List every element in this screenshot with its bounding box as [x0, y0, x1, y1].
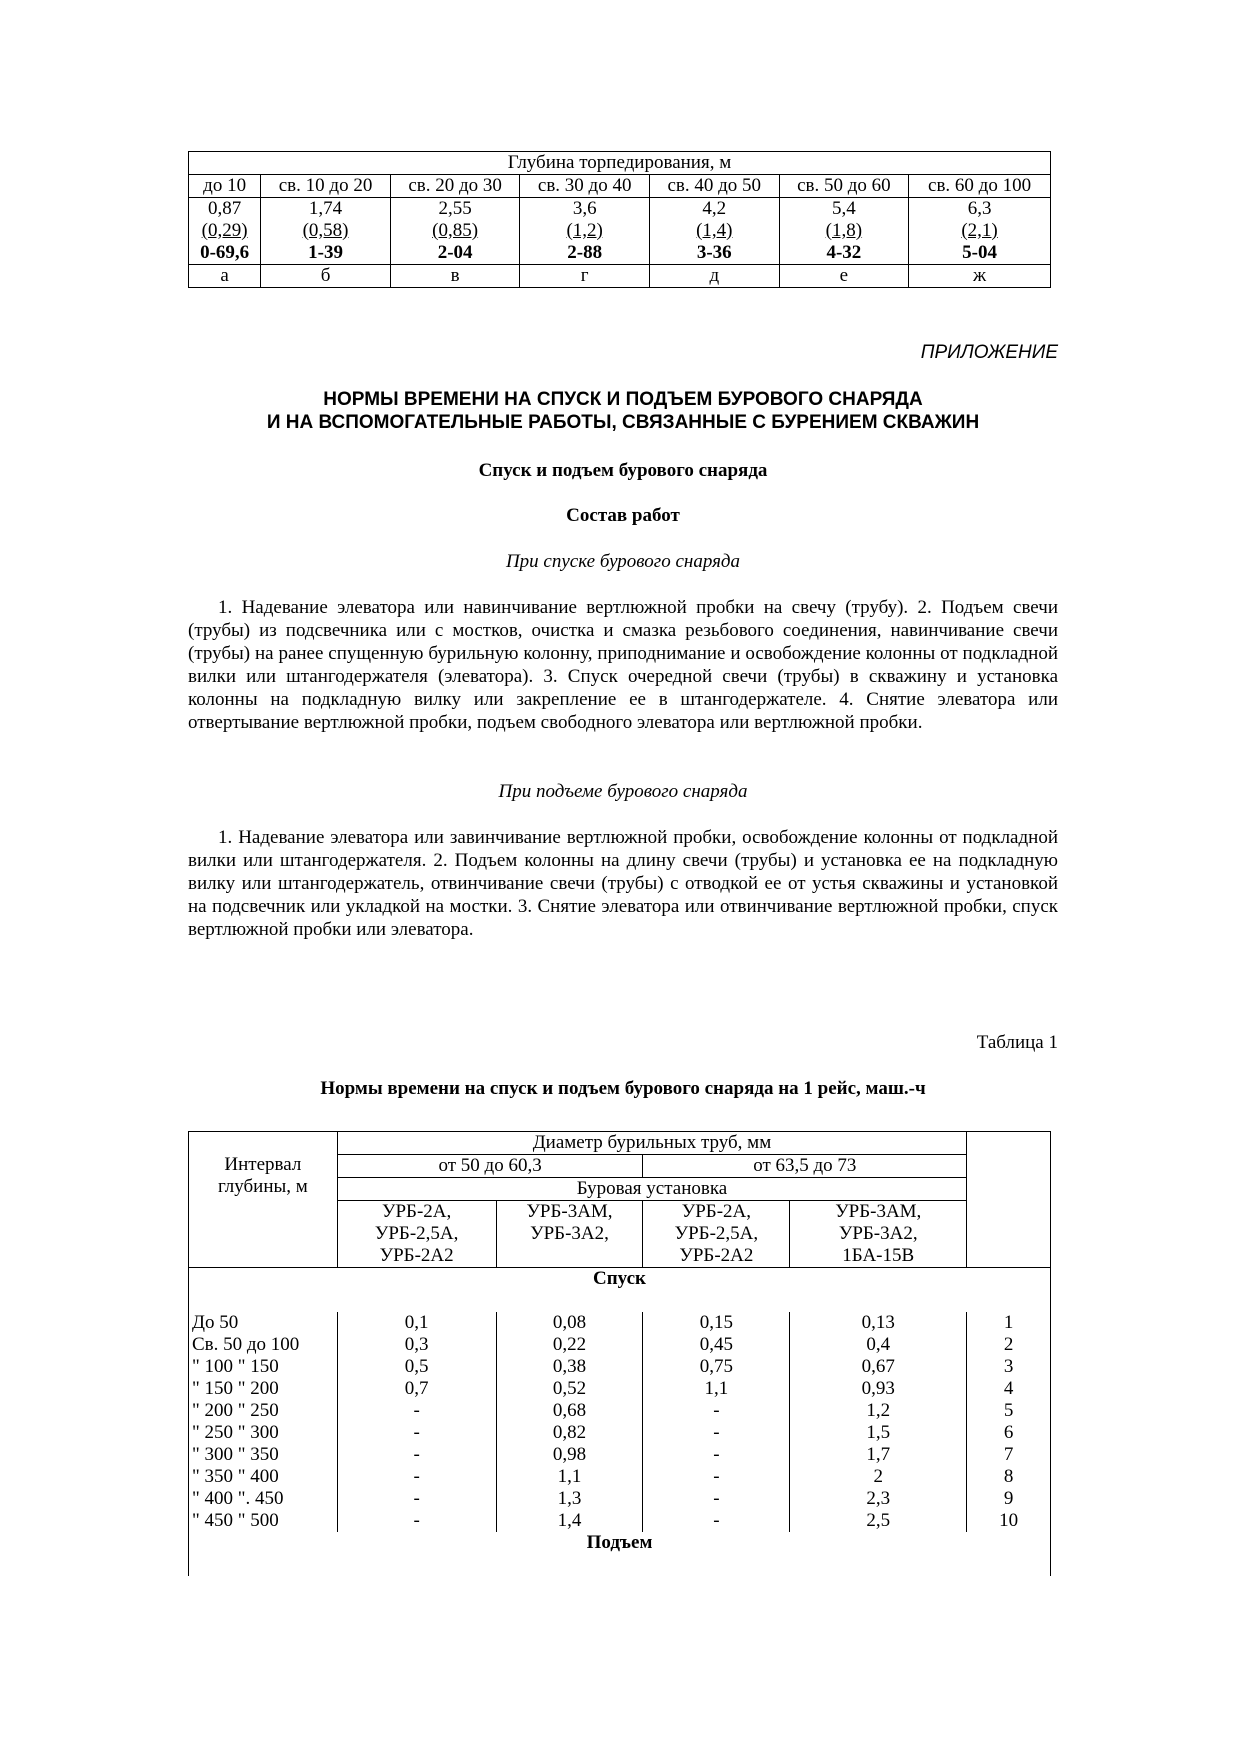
value-cell: [261, 198, 391, 265]
table-cell: " 400 ". 450: [192, 1488, 284, 1509]
value: 3,6: [572, 198, 597, 219]
diameter-group-1: от 50 до 60,3: [337, 1155, 643, 1178]
table-cell: 5: [1003, 1400, 1014, 1421]
col2-cells: [496, 1312, 643, 1532]
table-cell: " 450 " 500: [192, 1510, 279, 1531]
table-cell: 1,2: [866, 1400, 891, 1421]
time-norms-table: [188, 1131, 1051, 1576]
value-paren: (1,4): [696, 220, 733, 241]
column-header: св. 40 до 50: [649, 175, 779, 198]
table-cell: 0,15: [699, 1312, 734, 1333]
col4-cells: [790, 1312, 967, 1532]
table-cell: 0,08: [552, 1312, 587, 1333]
table-cell: Св. 50 до 100: [192, 1334, 300, 1355]
value-paren: (0,58): [302, 220, 349, 241]
value-bold: 2-88: [567, 242, 603, 263]
row-number-cells: [967, 1312, 1051, 1532]
table-row: [189, 175, 1051, 198]
table-cell: 0,3: [404, 1334, 429, 1355]
table-cell: -: [413, 1466, 420, 1487]
value: 6,3: [967, 198, 992, 219]
letter-cell: а: [189, 265, 261, 288]
table-cell: -: [413, 1510, 420, 1531]
table-cell: -: [713, 1400, 720, 1421]
table-cell: -: [413, 1444, 420, 1465]
section-ascent: Подъем: [189, 1532, 1051, 1576]
ascent-heading: При подъеме бурового снаряда: [498, 781, 748, 802]
value-bold: 1-39: [308, 242, 343, 263]
letter-cell: г: [520, 265, 650, 288]
value-bold: 2-04: [437, 242, 473, 263]
table-cell: " 300 " 350: [192, 1444, 279, 1465]
value-cell: [909, 198, 1051, 265]
table-cell: " 250 " 300: [192, 1422, 279, 1443]
value-cell: [390, 198, 520, 265]
table-cell: -: [413, 1422, 420, 1443]
table-cell: 2: [873, 1466, 883, 1487]
section-title: Спуск и подъем бурового снаряда: [478, 460, 768, 481]
table-cell: 0,1: [404, 1312, 429, 1333]
table-cell: 0,13: [861, 1312, 895, 1333]
table-cell: 0,38: [552, 1356, 587, 1377]
column-header: св. 30 до 40: [520, 175, 650, 198]
table-cell: 4: [1003, 1378, 1014, 1399]
row-number-header: [967, 1132, 1051, 1268]
table-cell: " 100 " 150: [192, 1356, 279, 1377]
table-cell: 0,5: [404, 1356, 429, 1377]
value: 0,87: [208, 198, 242, 219]
value-cell: [520, 198, 650, 265]
column-header: св. 10 до 20: [261, 175, 391, 198]
table-cell: 0,93: [861, 1378, 895, 1399]
table-cell: " 200 " 250: [192, 1400, 279, 1421]
value-bold: 5-04: [962, 242, 997, 263]
table-cell: -: [713, 1422, 720, 1443]
value-bold: 0-69,6: [200, 242, 250, 263]
value-cell: [189, 198, 261, 265]
value: 2,55: [438, 198, 472, 219]
table-cell: 0,67: [861, 1356, 895, 1377]
col3-cells: [643, 1312, 790, 1532]
table-cell: 7: [1003, 1444, 1014, 1465]
letter-cell: в: [390, 265, 520, 288]
value-paren: (0,29): [201, 220, 248, 241]
table-header: Глубина торпедирования, м: [189, 152, 1051, 175]
descent-heading: При спуске бурового снаряда: [505, 551, 741, 572]
table-cell: 2,3: [866, 1488, 891, 1509]
table-cell: -: [413, 1400, 420, 1421]
table-cell: " 150 " 200: [192, 1378, 279, 1399]
table-cell: 1,4: [557, 1510, 582, 1531]
value: 5,4: [831, 198, 856, 219]
table-cell: 3: [1003, 1356, 1014, 1377]
table-cell: 2: [1003, 1334, 1014, 1355]
value-cell: [649, 198, 779, 265]
value-paren: (2,1): [961, 220, 998, 241]
table-cell: 0,68: [552, 1400, 587, 1421]
letter-cell: б: [261, 265, 391, 288]
table-cell: До 50: [192, 1312, 239, 1333]
table-cell: -: [413, 1488, 420, 1509]
descent-paragraph: 1. Надевание элеватора или навинчивание вертлюжной пробки на свечу (трубу). 2. Подъем свечи (трубы) из подсвечника или с мостков, очистка и смазка резьбового соединения, навинчивание свечи (трубы) на ранее спущенную бурильную колонну, приподнимание и освобождение колонны от подкладной вилки или штангодержателя (элеватора). 3. Спуск очередной свечи (трубы) в скважину и установка колонны на подкладную вилку или закрепление ее в штангодержателе. 4. Снятие элеватора или отвертывание вертлюжной пробки, подъем свободного элеватора или вертлюжной пробки.: [188, 597, 1058, 733]
column-header: до 10: [189, 175, 261, 198]
value: 1,74: [308, 198, 343, 219]
table-cell: 1,3: [557, 1488, 582, 1509]
table-cell: -: [713, 1466, 720, 1487]
table-cell: 9: [1003, 1488, 1014, 1509]
interval-header: Интервал глубины, м: [189, 1132, 338, 1268]
table-cell: 0,52: [552, 1378, 587, 1399]
table-cell: 0,98: [552, 1444, 587, 1465]
table-cell: -: [713, 1488, 720, 1509]
table-cell: 1: [1003, 1312, 1014, 1333]
table-cell: 0,4: [866, 1334, 891, 1355]
table-row: [189, 265, 1051, 288]
diameter-group-2: от 63,5 до 73: [643, 1155, 967, 1178]
appendix-label: ПРИЛОЖЕНИЕ: [920, 342, 1058, 363]
value-cell: [779, 198, 909, 265]
ascent-paragraph: 1. Надевание элеватора или завинчивание вертлюжной пробки, освобождение колонны от подкладной вилки или штангодержателя. 2. Подъем колонны на длину свечи (трубы) и установка ее на подкладную вилку или штангодержатель, отвинчивание свечи (трубы) с отводкой ее от устья скважины и установкой на подсвечник или укладкой на мостки. 3. Снятие элеватора или отвинчивание вертлюжной пробки, спуск вертлюжной пробки или элеватора.: [188, 827, 1058, 940]
table-row: [189, 198, 1051, 265]
table-cell: -: [713, 1510, 720, 1531]
column-header: св. 20 до 30: [390, 175, 520, 198]
section-descent: Спуск: [189, 1268, 1051, 1313]
value: 4,2: [702, 198, 727, 219]
letter-cell: д: [649, 265, 779, 288]
table-cell: " 350 " 400: [192, 1466, 279, 1487]
letter-cell: ж: [909, 265, 1051, 288]
letter-cell: е: [779, 265, 909, 288]
table-cell: 0,22: [552, 1334, 587, 1355]
table-cell: 10: [999, 1510, 1019, 1531]
table-cell: 6: [1003, 1422, 1014, 1443]
main-title-line-1: НОРМЫ ВРЕМЕНИ НА СПУСК И ПОДЪЕМ БУРОВОГО СНАРЯДА: [323, 389, 923, 410]
composition-title: Состав работ: [566, 505, 680, 526]
table-cell: 1,1: [557, 1466, 582, 1487]
rig-3: УРБ-2А, УРБ-2,5А, УРБ-2А2: [643, 1201, 790, 1268]
interval-cells: [189, 1312, 338, 1532]
value-paren: (1,2): [566, 220, 603, 241]
table-cell: 1,7: [866, 1444, 891, 1465]
column-header: св. 60 до 100: [909, 175, 1051, 198]
table-cell: 0,82: [552, 1422, 587, 1443]
value-bold: 3-36: [696, 242, 732, 263]
value-bold: 4-32: [826, 242, 862, 263]
diameter-header: Диаметр бурильных труб, мм: [337, 1132, 966, 1155]
torpedo-depth-table: [188, 151, 1051, 288]
value-paren: (0,85): [432, 220, 479, 241]
table-title: Нормы времени на спуск и подъем бурового снаряда на 1 рейс, маш.-ч: [320, 1078, 926, 1099]
table-cell: 1,1: [704, 1378, 729, 1399]
table-cell: 8: [1003, 1466, 1014, 1487]
table-cell: 2,5: [866, 1510, 891, 1531]
rig-1: УРБ-2А, УРБ-2,5А, УРБ-2А2: [337, 1201, 496, 1268]
table-number-label: Таблица 1: [976, 1032, 1058, 1053]
col1-cells: [337, 1312, 496, 1532]
table-cell: 1,5: [866, 1422, 891, 1443]
rig-2: УРБ-3АМ, УРБ-3А2,: [496, 1201, 643, 1268]
rig-4: УРБ-3АМ, УРБ-3А2, 1БА-15В: [790, 1201, 967, 1268]
column-header: св. 50 до 60: [779, 175, 909, 198]
main-title-line-2: И НА ВСПОМОГАТЕЛЬНЫЕ РАБОТЫ, СВЯЗАННЫЕ С БУРЕНИЕМ СКВАЖИН: [266, 412, 980, 433]
rig-header: Буровая установка: [337, 1178, 966, 1201]
value-paren: (1,8): [825, 220, 863, 241]
table-cell: -: [713, 1444, 720, 1465]
table-cell: 0,75: [699, 1356, 734, 1377]
table-cell: 0,45: [699, 1334, 734, 1355]
table-cell: 0,7: [404, 1378, 429, 1399]
